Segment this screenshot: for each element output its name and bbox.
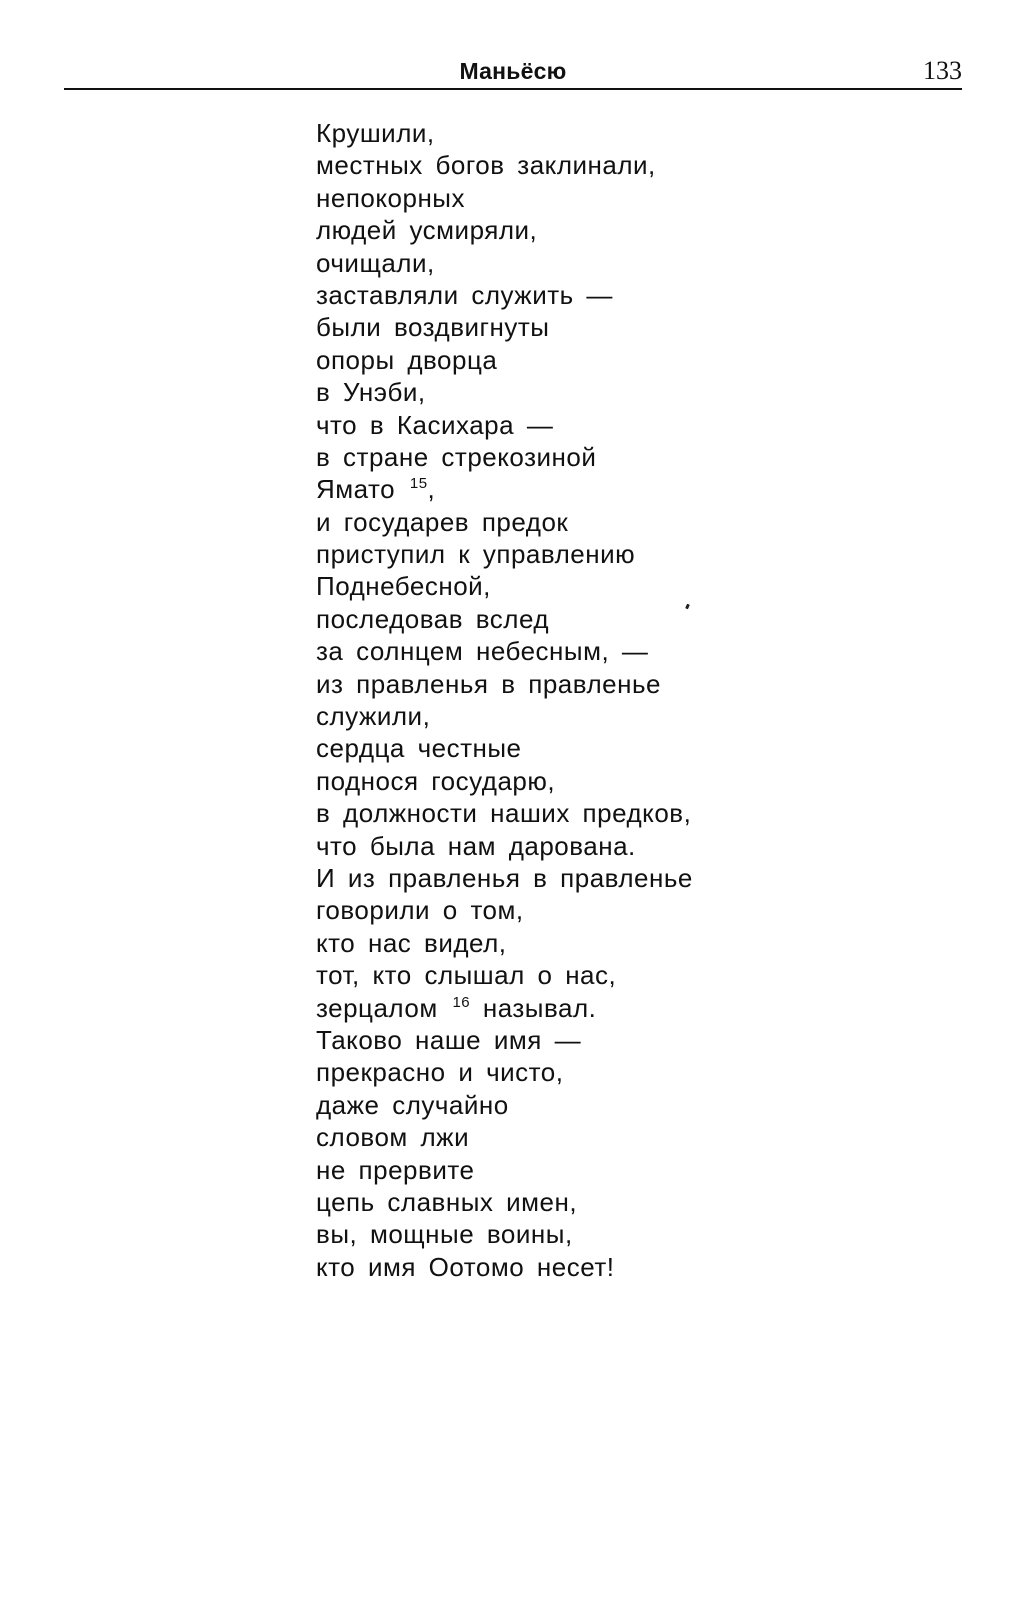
- header-rule: [64, 88, 962, 90]
- poem-line: непокорных: [316, 182, 465, 213]
- poem-line: цепь славных имен,: [316, 1186, 578, 1217]
- poem-line-tail: ,: [427, 474, 436, 505]
- poem-line-text: зерцалом: [316, 992, 438, 1023]
- running-title: Маньёсю: [459, 58, 567, 84]
- poem-line: что была нам дарована.: [316, 830, 636, 861]
- poem-line: были воздвигнуты: [316, 312, 550, 343]
- poem-line: говорили о том,: [316, 895, 524, 926]
- poem-line: последовав вслед: [316, 603, 549, 634]
- poem-line: вы, мощные воины,: [316, 1219, 573, 1250]
- poem-line: из правленья в правленье: [316, 668, 661, 699]
- poem-line: и государев предок: [316, 506, 569, 537]
- poem-line: не прервите: [316, 1154, 475, 1185]
- poem-line: словом лжи: [316, 1122, 470, 1153]
- poem-line: сердца честные: [316, 733, 522, 764]
- poem-line: заставляли служить —: [316, 279, 613, 310]
- footnote-ref: 16: [452, 993, 471, 1011]
- poem-line: кто нас видел,: [316, 927, 507, 958]
- poem-line: Таково наше имя —: [316, 1024, 582, 1055]
- poem-text: [316, 117, 916, 1283]
- poem-line: местных богов заклинали,: [316, 150, 656, 181]
- poem-line: И из правленья в правленье: [316, 862, 693, 893]
- poem-line-tail: называл.: [470, 992, 597, 1023]
- poem-line: [316, 992, 916, 1024]
- poem-line-text: Ямато: [316, 474, 396, 505]
- page-number: 133: [923, 56, 962, 85]
- poem-line: людей усмиряли,: [316, 215, 538, 246]
- poem-line: поднося государю,: [316, 765, 556, 796]
- poem-line: приступил к управлению: [316, 539, 636, 570]
- poem-line: даже случайно: [316, 1089, 509, 1120]
- poem-line: в стране стрекозиной: [316, 441, 597, 472]
- poem-line: что в Касихара —: [316, 409, 554, 440]
- running-header: [64, 52, 962, 90]
- poem-line: кто имя Оотомо несет!: [316, 1251, 615, 1282]
- poem-line: Крушили,: [316, 118, 435, 148]
- footnote-ref: 15: [409, 475, 428, 493]
- poem-line: очищали,: [316, 247, 435, 278]
- poem-line: [316, 473, 916, 505]
- poem-line: в должности наших предков,: [316, 798, 692, 829]
- poem-line: за солнцем небесным, —: [316, 636, 649, 667]
- poem-line: прекрасно и чисто,: [316, 1057, 564, 1088]
- poem-line: опоры дворца: [316, 344, 498, 375]
- poem-line: служили,: [316, 701, 431, 732]
- poem-line: в Унэби,: [316, 377, 426, 408]
- poem-line: Поднебесной,: [316, 571, 491, 602]
- poem-line: тот, кто слышал о нас,: [316, 960, 617, 991]
